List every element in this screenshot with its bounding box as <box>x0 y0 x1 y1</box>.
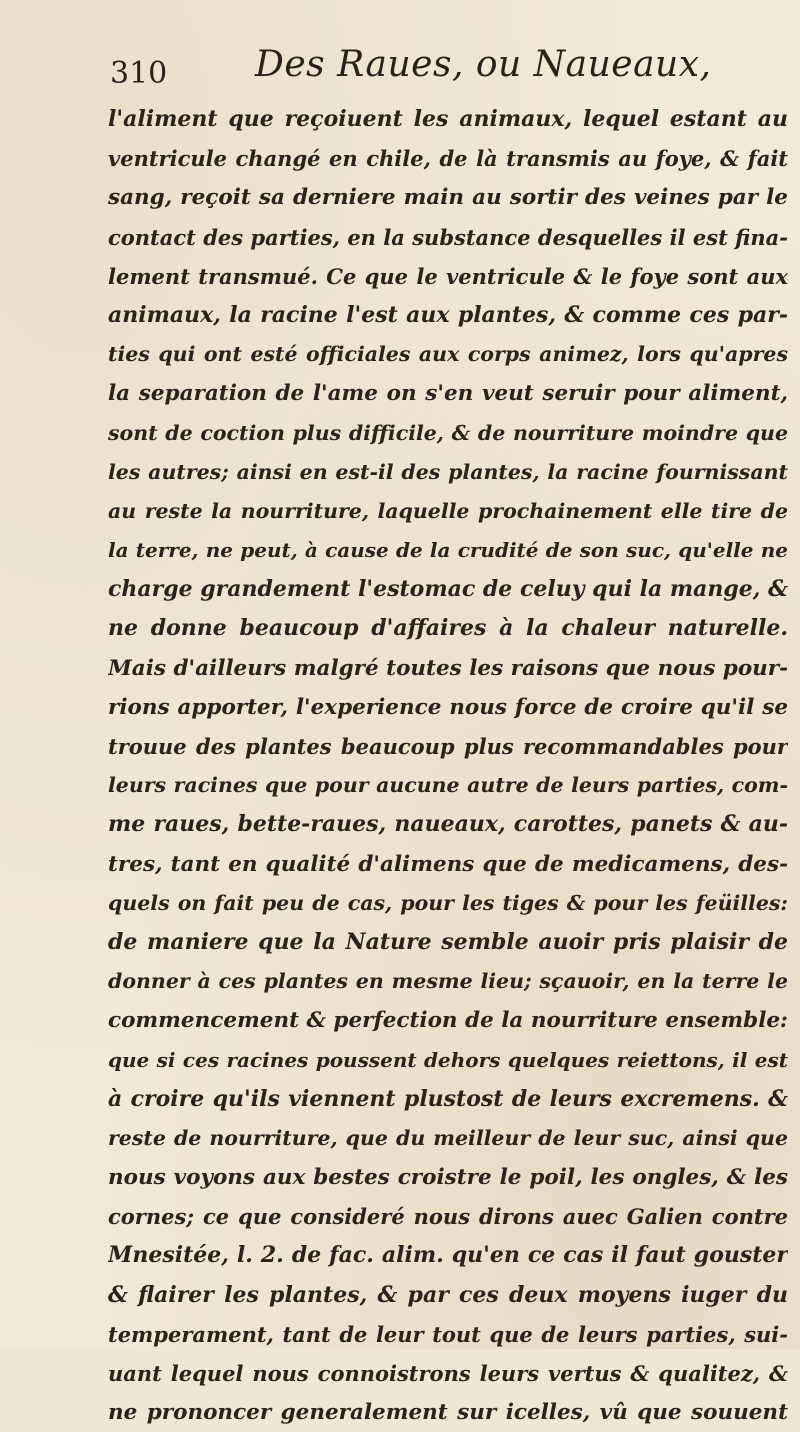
text-line: les autres; ainsi en est-il des plantes, la racine fournissant <box>108 459 788 484</box>
text-line: lement transmué. Ce que le ventricule & le foye sont aux <box>108 263 788 289</box>
text-line: charge grandement l'estomac de celuy qui la mange, & <box>108 576 788 603</box>
text-line: à croire qu'ils viennent plustost de leurs excremens. & <box>108 1085 788 1112</box>
text-line: contact des parties, en la substance desquelles il est fina- <box>108 224 788 250</box>
text-line: nous voyons aux bestes croistre le poil, les ongles, & les <box>108 1165 788 1191</box>
text-line: ne prononcer generalement sur icelles, vû que souuent <box>108 1400 788 1426</box>
text-line: reste de nourriture, que du meilleur de leur suc, ainsi que <box>108 1125 788 1150</box>
text-line: animaux, la racine l'est aux plantes, & comme ces par- <box>108 301 788 328</box>
page-header <box>110 40 750 100</box>
text-line: quels on fait peu de cas, pour les tiges & pour les feüilles: <box>108 890 788 915</box>
text-line: au reste la nourriture, laquelle prochainement elle tire de <box>108 498 788 523</box>
text-line: commencement & perfection de la nourriture ensemble: <box>108 1008 788 1034</box>
text-line: de maniere que la Nature semble auoir pris plaisir de <box>108 928 788 955</box>
text-line: sont de coction plus difficile, & de nourriture moindre que <box>108 420 788 445</box>
text-line: donner à ces plantes en mesme lieu; sçauoir, en la terre le <box>108 969 788 994</box>
text-line: uant lequel nous connoistrons leurs vertus & qualitez, & <box>108 1361 788 1386</box>
text-line: sang, reçoit sa derniere main au sortir des veines par le <box>108 185 788 211</box>
text-line: la terre, ne peut, à cause de la crudité de son suc, qu'elle ne <box>108 538 788 563</box>
text-line: me raues, bette-raues, naueaux, carottes, panets & au- <box>108 811 788 838</box>
text-line: l'aliment que reçoiuent les animaux, lequel estant au <box>108 106 788 132</box>
running-title: Des Raues, ou Naueaux, <box>255 44 712 85</box>
text-line: trouue des plantes beaucoup plus recommandables pour <box>108 734 788 759</box>
text-line: la separation de l'ame on s'en veut seruir pour aliment, <box>108 381 788 407</box>
text-line: tres, tant en qualité d'alimens que de medicamens, des- <box>108 851 788 877</box>
text-line: ne donne beaucoup d'affaires à la chaleur naturelle. <box>108 615 788 642</box>
page-number: 310 <box>110 56 168 91</box>
text-line: cornes; ce que consideré nous dirons auec Galien contre <box>108 1204 788 1230</box>
text-line: que si ces racines poussent dehors quelques reiettons, il est <box>108 1047 788 1072</box>
text-line: Mnesitée, l. 2. de fac. alim. qu'en ce cas il faut gouster <box>108 1242 788 1269</box>
text-line: Mais d'ailleurs malgré toutes les raisons que nous pour- <box>108 655 788 681</box>
text-line: leurs racines que pour aucune autre de leurs parties, com- <box>108 773 788 798</box>
text-line: rions apporter, l'experience nous force de croire qu'il se <box>108 694 788 720</box>
text-line: ties qui ont esté officiales aux corps animez, lors qu'apres <box>108 342 788 367</box>
text-line: ventricule changé en chile, de là transmis au foye, & fait <box>108 146 788 172</box>
text-line: & flairer les plantes, & par ces deux moyens iuger du <box>108 1281 788 1308</box>
body-text <box>108 100 788 1426</box>
text-line: temperament, tant de leur tout que de leurs parties, sui- <box>108 1321 788 1347</box>
